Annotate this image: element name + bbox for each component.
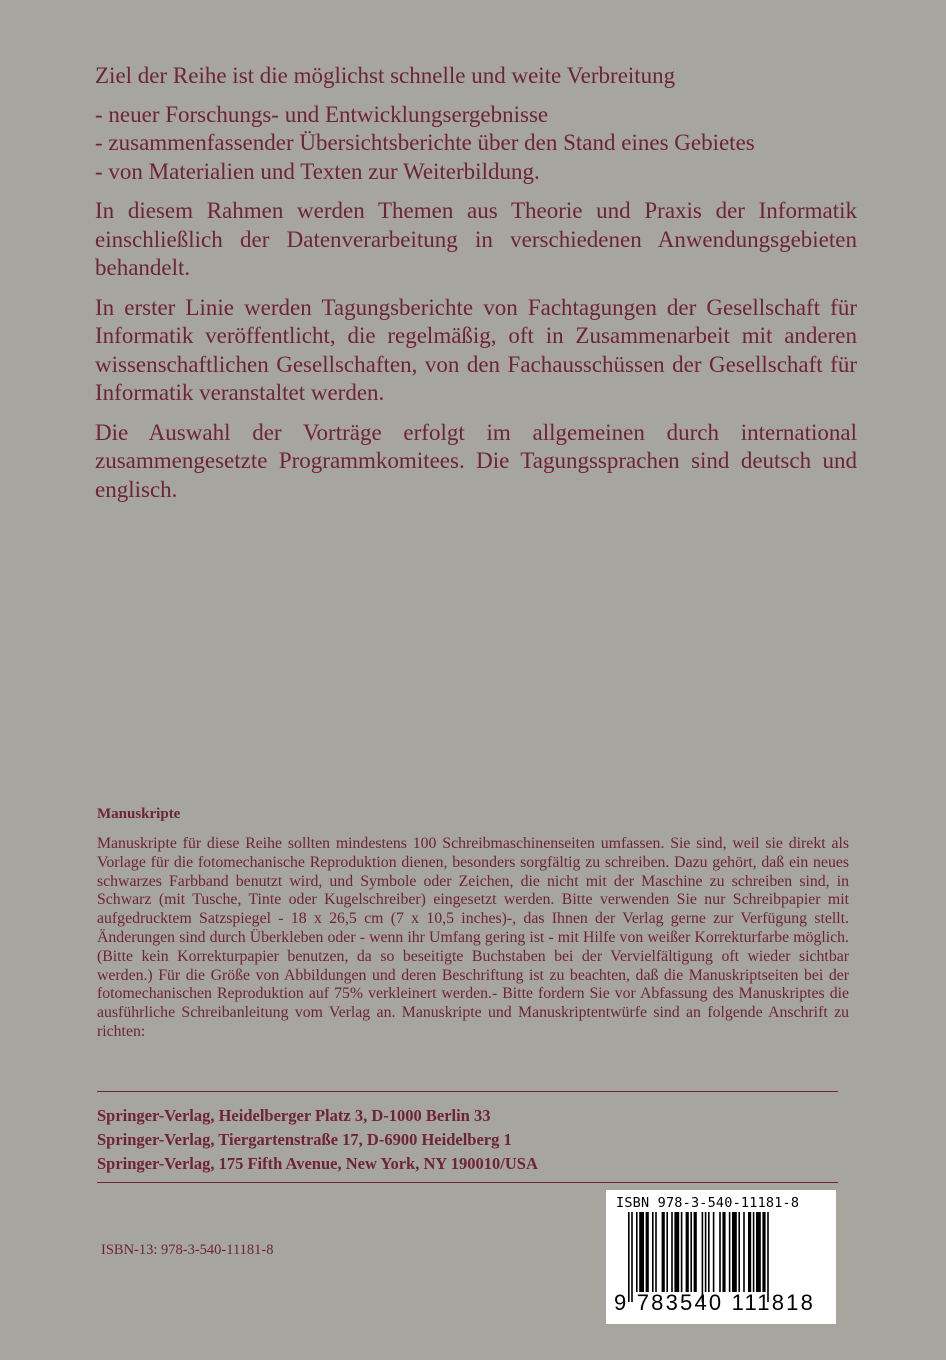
barcode-bar (702, 1212, 704, 1302)
barcode-digits: 9 783540 111818 (614, 1290, 816, 1315)
barcode-bar (666, 1212, 668, 1292)
barcode-bar (713, 1212, 715, 1292)
barcode-bar (662, 1212, 665, 1292)
paragraph-selection: Die Auswahl der Vorträge erfolgt im allgemeinen durch international zusammengesetzte Programmkomitees. Die Tagungssprachen sind deutsch und englisch. (95, 419, 857, 502)
goals-list (95, 101, 857, 187)
barcode-bar (743, 1212, 745, 1292)
barcode-bar (753, 1212, 755, 1292)
barcode-bar (628, 1212, 630, 1302)
barcode-bar (762, 1212, 765, 1292)
address-berlin: Springer-Verlag, Heidelberger Platz 3, D-1000 Berlin 33 (97, 1106, 491, 1125)
barcode-bar (708, 1212, 710, 1292)
address-heidelberg: Springer-Verlag, Tiergartenstraße 17, D-6900 Heidelberg 1 (97, 1130, 512, 1149)
barcode-bar (636, 1212, 638, 1292)
barcode-bar (639, 1212, 644, 1292)
barcode-bar (705, 1212, 707, 1292)
barcode-bar (686, 1212, 689, 1292)
barcode-bar (756, 1212, 761, 1292)
list-item: - neuer Forschungs- und Entwicklungsergebnisse (95, 101, 549, 127)
barcode-bar (767, 1212, 769, 1302)
paragraph-scope: In diesem Rahmen werden Themen aus Theorie und Praxis der Informatik einschließlich der Datenverarbeitung in verschiedenen Anwendungsgebieten behandelt. (95, 198, 857, 280)
barcode-bar (631, 1212, 633, 1302)
barcode-label (606, 1190, 836, 1324)
publisher-addresses (97, 1104, 538, 1176)
divider-top (97, 1091, 838, 1092)
barcode-bar (681, 1212, 683, 1292)
barcode-bar (722, 1212, 725, 1292)
manuscripts-text: Manuskripte für diese Reihe sollten mindestens 100 Schreibmaschinenseiten umfassen. Sie sind, weil sie direkt als Vorlage für die fotomechanische Reproduktion dienen, besonders sorgfältig zu schreiben. Dazu gehört, daß ein neues schwarzes Farbband benutzt wird, und Symbole oder Zeichen, die nicht mit der Maschine zu schreiben sind, in Schwarz (mit Tusche, Tinte oder Kugelschreiber) eingesetzt werden. Bitte verwenden Sie nur Schreibpapier mit aufgedrucktem Satzspiegel - 18 x 26,5 cm (7 x 10,5 inches)-, das Ihnen der Verlag gerne zur Verfügung stellt. Änderungen sind durch Überkleben oder - wenn ihr Umfang gering ist - mit Hilfe von weißer Korrekturfarbe möglich. (Bitte kein Korrekturpapier benutzen, da so beseitigte Buchstaben bei der Vervielfältigung oft wieder sichtbar werden.) Für die Größe von Abbildungen und deren Beschriftung ist zu beachten, daß die Manuskriptseiten bei der fotomechanischen Reproduktion auf 75% verkleinert werden.- Bitte fordern Sie vor Abfassung des Manuskriptes die ausführliche Schreibanleitung vom Verlag an. Manuskripte und Manuskriptentwürfe sind an folgende Anschrift zu richten: (97, 835, 849, 1040)
barcode-bar (690, 1212, 692, 1292)
barcode-bar (671, 1212, 673, 1292)
barcode-bar (719, 1212, 721, 1292)
intro-sentence: Ziel der Reihe ist die möglichst schnelle und weite Verbreitung (95, 63, 676, 88)
address-new-york: Springer-Verlag, 175 Fifth Avenue, New York, NY 190010/USA (97, 1154, 538, 1173)
isbn-13-label: ISBN-13: 978-3-540-11181-8 (101, 1242, 274, 1258)
barcode-bar (646, 1212, 649, 1292)
series-description (95, 62, 857, 515)
list-item: - zusammenfassender Übersichtsberichte über den Stand eines Gebietes (95, 130, 755, 155)
barcode-isbn-caption: ISBN 978-3-540-11181-8 (616, 1195, 800, 1211)
list-item: - von Materialien und Texten zur Weiterbildung. (95, 158, 540, 184)
barcode-bar (748, 1212, 751, 1292)
barcode-bar (738, 1212, 740, 1292)
barcode-bar (729, 1212, 731, 1292)
barcode-bar (674, 1212, 679, 1292)
manuscripts-heading: Manuskripte (97, 806, 181, 822)
barcode-bar (652, 1212, 654, 1292)
paragraph-proceedings: In erster Linie werden Tagungsberichte von Fachtagungen der Gesellschaft für Informatik veröffentlicht, die regelmäßig, oft in Zusammenarbeit mit anderen wissenschaftlichen Gesellschaften, von den Fachausschüssen der Gesellschaft für Informatik veranstaltet werden. (95, 294, 857, 405)
barcode-bar (655, 1212, 657, 1292)
divider-bottom (97, 1182, 838, 1183)
barcode-bar (694, 1212, 697, 1292)
barcode-bar (732, 1212, 737, 1292)
